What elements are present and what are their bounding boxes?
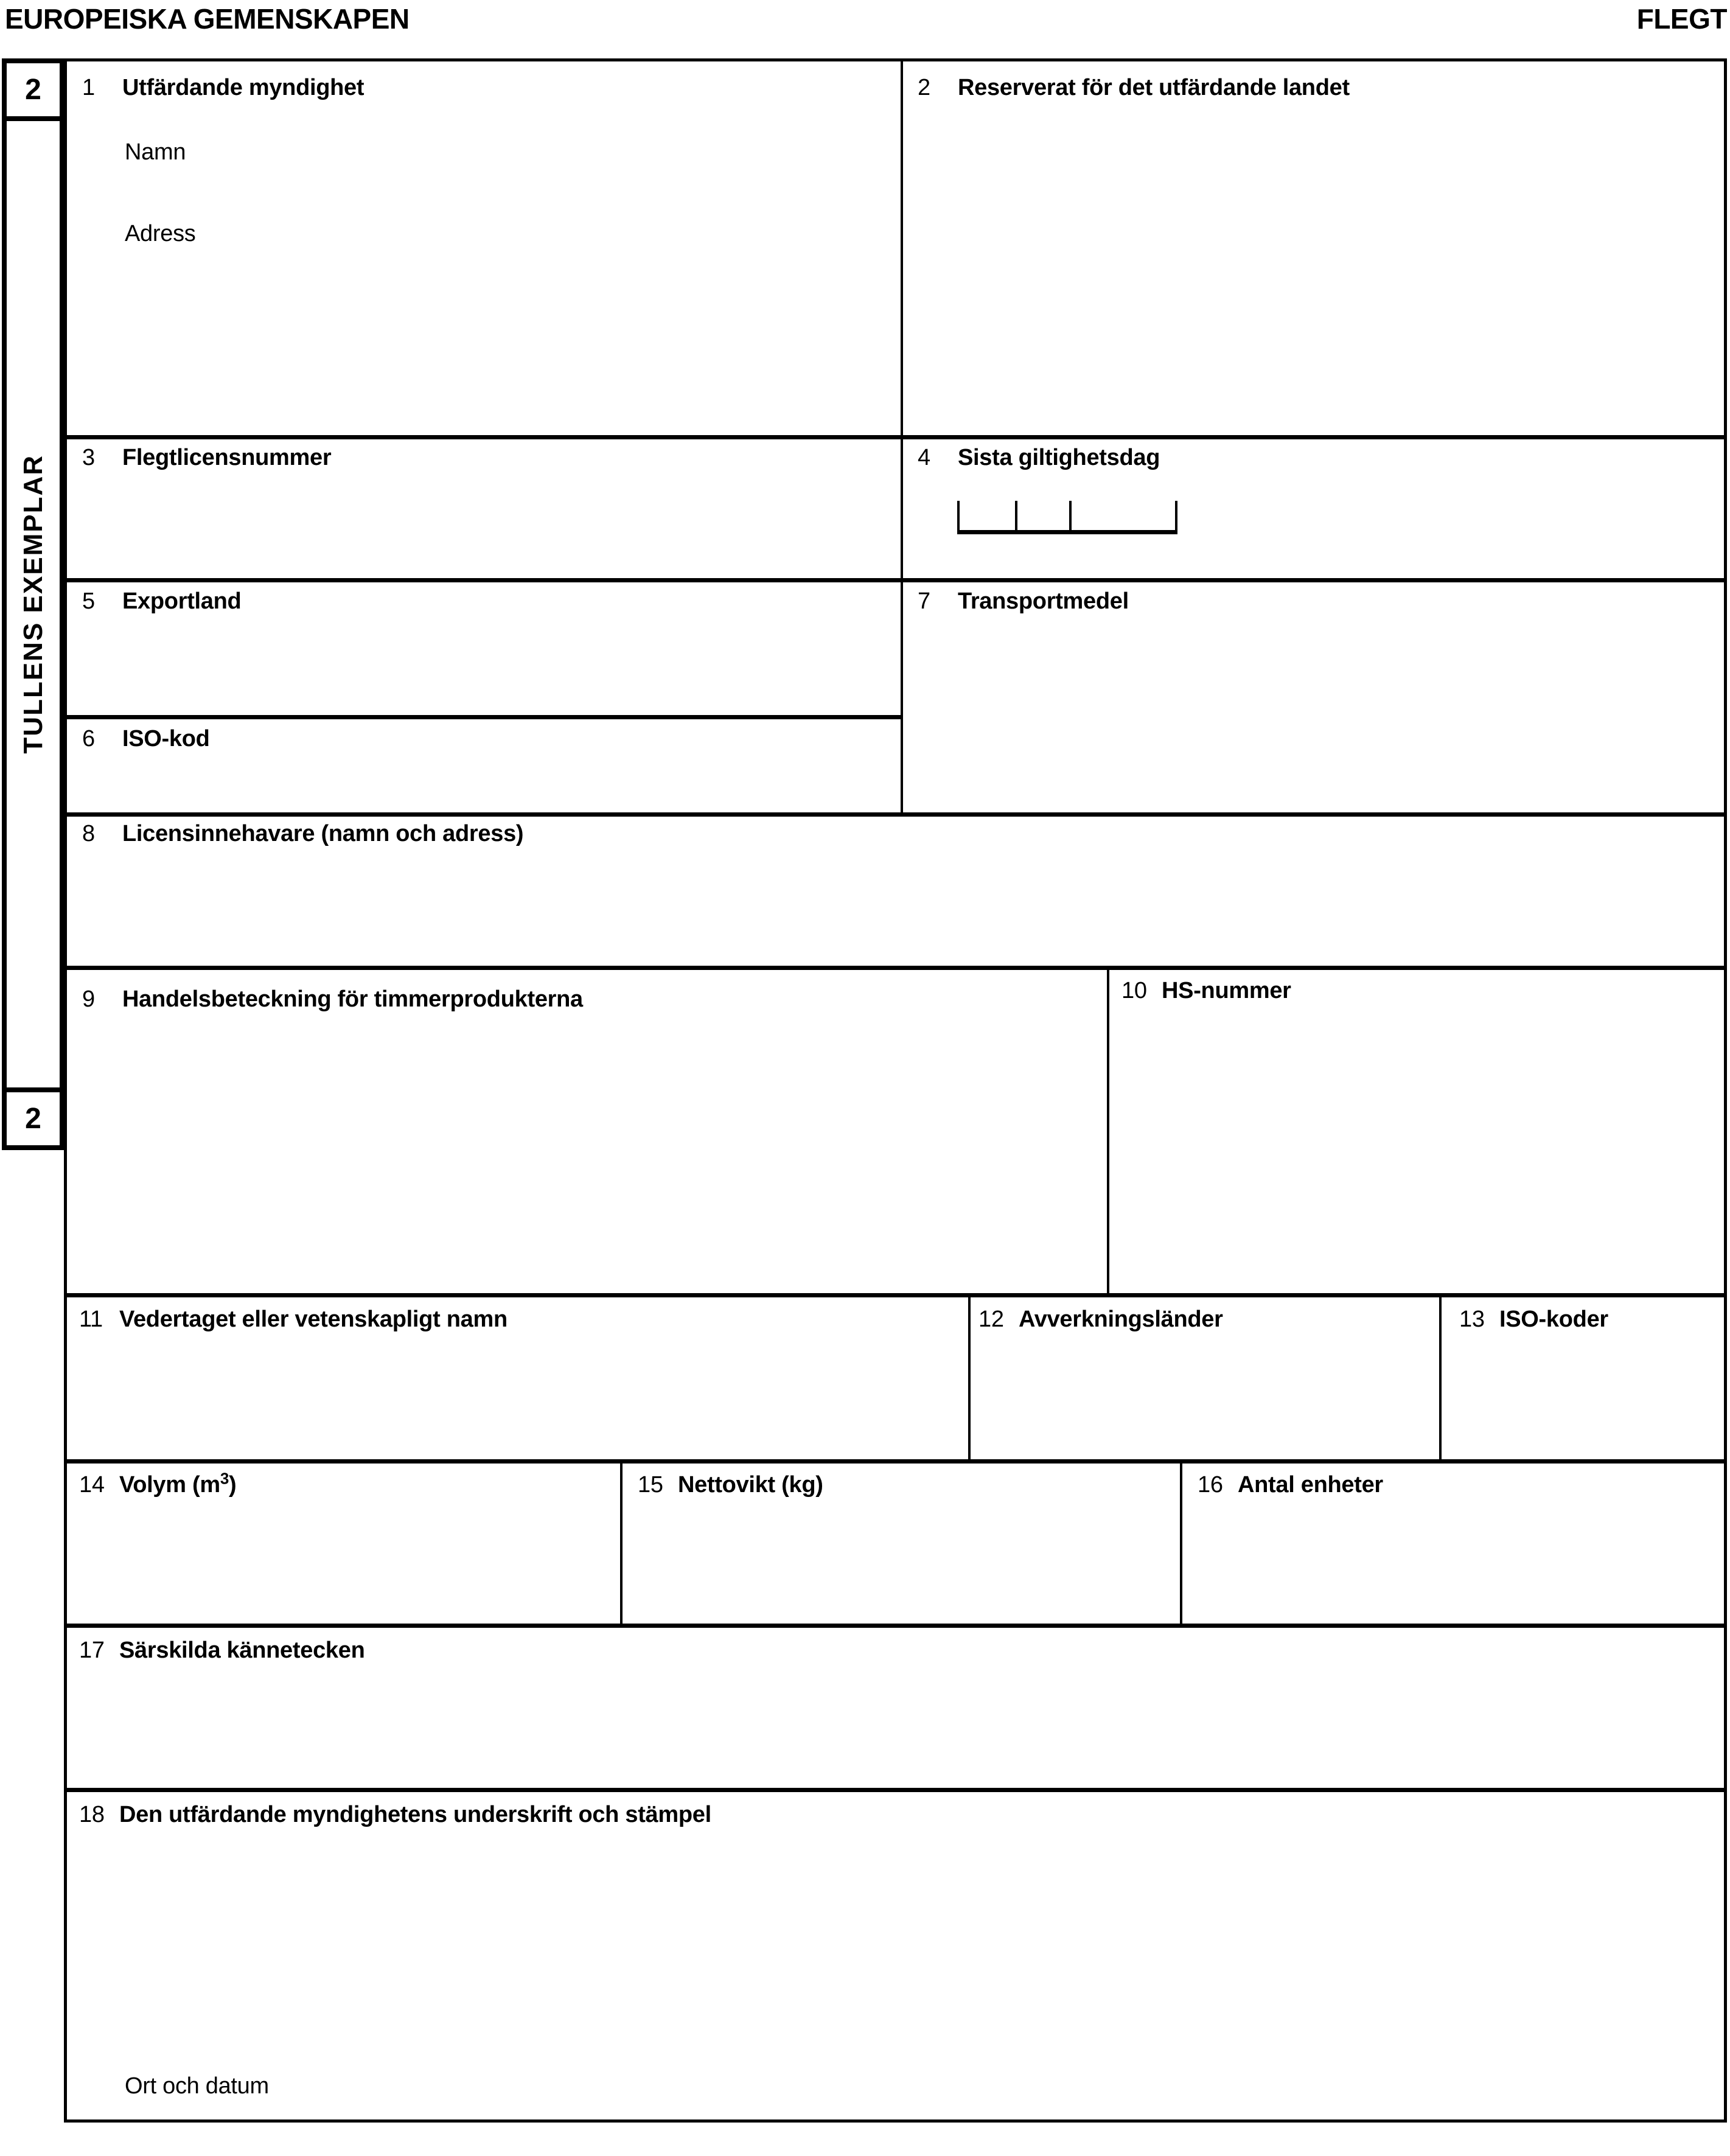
field-number: 12 [978,1307,1004,1332]
field-title: Licensinnehavare (namn och adress) [122,821,524,846]
field-title: ISO-kod [122,726,210,752]
field-14-label [79,1469,237,1499]
field-title: Särskilda kännetecken [119,1638,365,1663]
expiry-date-month-cell [1015,501,1069,530]
expiry-date-day-cell [957,501,1015,530]
grid-line [67,578,1724,582]
grid-line [67,1293,1724,1297]
grid-line [620,1459,623,1624]
field-number: 5 [82,588,95,614]
field-number: 10 [1121,978,1147,1003]
copy-label-cell [7,121,60,1087]
grid-line [67,812,1724,817]
field-number: 4 [918,445,930,470]
field-5-label [82,588,241,615]
field-number: 15 [638,1472,663,1498]
superscript: 3 [220,1469,229,1488]
grid-line [901,61,903,817]
field-2-label [918,75,1350,102]
field-18-label [79,1802,711,1829]
copy-number-bottom: 2 [25,1103,41,1135]
field-8-label [82,821,523,848]
grid-line [67,1624,1724,1628]
field-17-label [79,1638,364,1664]
field-11-label [79,1307,507,1333]
form-grid [64,58,1727,2123]
grid-line [67,1788,1724,1792]
field-title: Vedertaget eller vetenskapligt namn [119,1307,507,1332]
grid-line [67,966,1724,970]
field-title: Transportmedel [958,588,1129,614]
field-number: 8 [82,821,95,846]
grid-line [67,435,1724,439]
grid-line [1439,1293,1442,1459]
field-number: 17 [79,1638,105,1663]
field-18-place-date-sublabel: Ort och datum [125,2073,269,2099]
field-title: Utfärdande myndighet [122,75,364,100]
sidebar-divider [7,116,60,121]
field-13-label [1459,1307,1608,1333]
page-title: EUROPEISKA GEMENSKAPEN [5,3,410,35]
field-number: 13 [1459,1307,1485,1332]
field-number: 2 [918,75,930,100]
field-9-label [82,986,583,1013]
field-title: Antal enheter [1238,1472,1383,1498]
copy-number-top: 2 [25,74,41,106]
field-1-label [82,75,364,102]
field-title: Den utfärdande myndighetens underskrift och stämpel [119,1802,711,1827]
field-title: HS-nummer [1162,978,1291,1003]
field-number: 1 [82,75,95,100]
grid-line [968,1293,971,1459]
field-10-label [1121,978,1291,1005]
field-16-label [1198,1472,1383,1499]
sidebar-divider [7,1087,60,1092]
scheme-title: FLEGT [1636,3,1727,35]
field-title: Reserverat för det utfärdande landet [958,75,1350,100]
expiry-date-year-cell [1069,501,1177,530]
field-number: 11 [79,1307,103,1332]
field-number: 16 [1198,1472,1223,1498]
field-title: Avverkningsländer [1019,1307,1223,1332]
grid-line [67,715,901,719]
field-4-label [918,445,1160,472]
field-number: 3 [82,445,95,470]
field-6-label [82,726,210,753]
field-1-address-sublabel: Adress [125,221,196,246]
field-title: Exportland [122,588,242,614]
field-title: Flegtlicensnummer [122,445,332,470]
field-number: 18 [79,1802,105,1827]
field-title: Nettovikt (kg) [678,1472,823,1498]
grid-line [67,1459,1724,1463]
field-title: Volym $(m^3)$ [119,1469,237,1498]
copy-sidebar [2,58,65,1150]
field-12-label [978,1307,1223,1333]
expiry-date-box [957,501,1177,534]
copy-label-vertical: TULLENS EXEMPLAR [18,455,48,754]
field-1-name-sublabel: Namn [125,139,186,165]
grid-line [1180,1459,1182,1624]
field-7-label [918,588,1129,615]
field-number: 14 [79,1472,105,1498]
field-title: Sista giltighetsdag [958,445,1160,470]
field-title: ISO-koder [1499,1307,1608,1332]
field-title: Handelsbeteckning för timmerprodukterna [122,986,583,1012]
field-15-label [638,1472,823,1499]
field-number: 6 [82,726,95,752]
field-number: 7 [918,588,930,614]
field-number: 9 [82,986,95,1012]
grid-line [1107,966,1109,1293]
field-3-label [82,445,331,472]
